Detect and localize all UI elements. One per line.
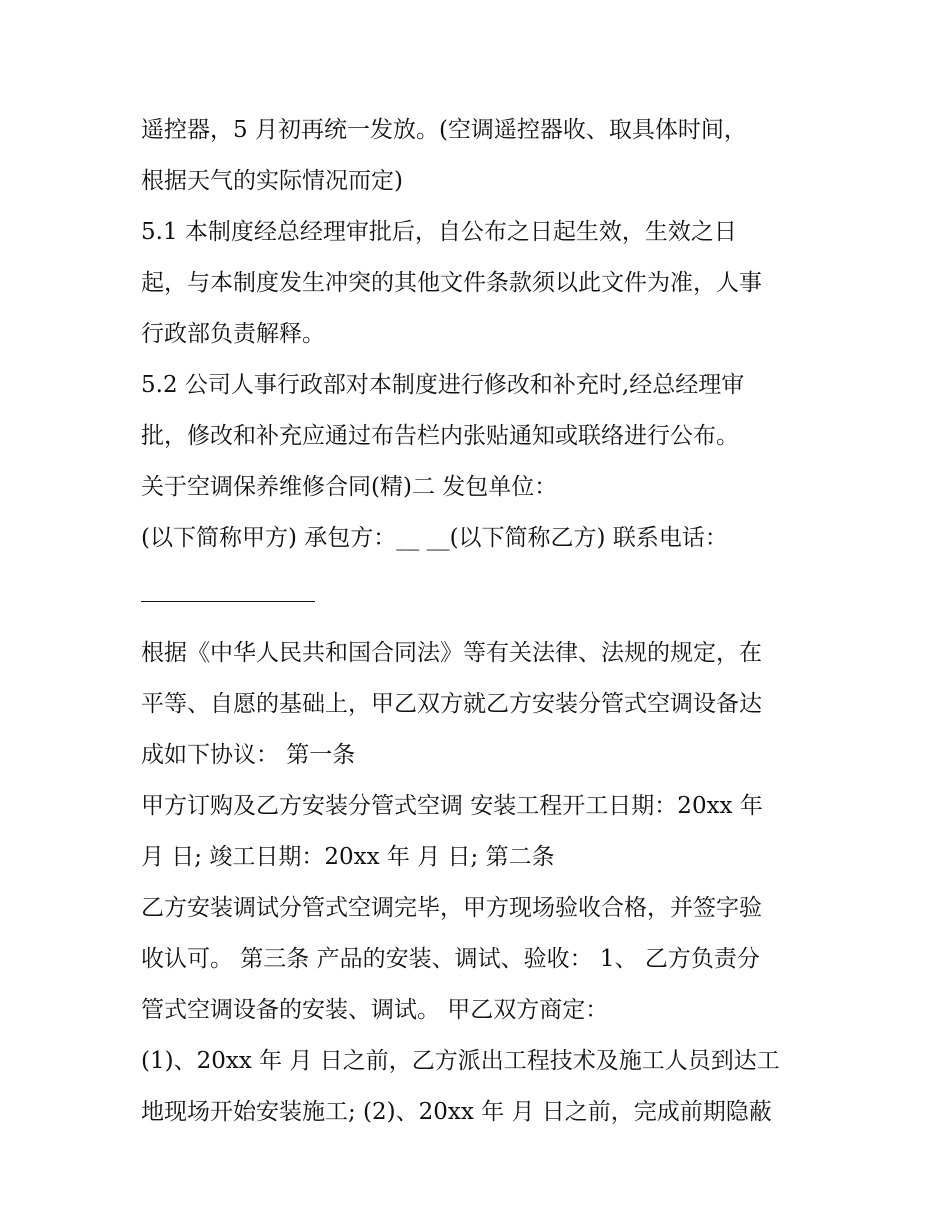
blank-underline	[141, 601, 315, 602]
text-line: 行政部负责解释。	[141, 321, 325, 347]
text-line: 批，修改和补充应通过布告栏内张贴通知或联络进行公布。	[141, 423, 739, 449]
text-line: 月 日; 竣工日期：20xx 年 月 日; 第二条	[141, 844, 555, 870]
text-line: 5.2 公司人事行政部对本制度进行修改和补充时,经总经理审	[141, 372, 745, 398]
text-line: 管式空调设备的安装、调试。 甲乙双方商定：	[141, 997, 609, 1023]
text-line: 成如下协议： 第一条	[141, 742, 356, 768]
fill-in-blank	[141, 564, 821, 620]
text-line: 平等、自愿的基础上，甲乙双方就乙方安装分管式空调设备达	[141, 691, 762, 717]
text-line: 关于空调保养维修合同(精)二 发包单位：	[141, 474, 558, 500]
text-line: (1)、20xx 年 月 日之前，乙方派出工程技术及施工人员到达工	[141, 1048, 780, 1074]
text-line: 地现场开始安装施工; (2)、20xx 年 月 日之前，完成前期隐蔽	[141, 1099, 772, 1125]
text-line: 根据《中华人民共和国合同法》等有关法律、法规的规定，在	[141, 640, 762, 666]
text-line: 根据天气的实际情况而定)	[141, 168, 403, 194]
text-line: 乙方安装调试分管式空调完毕，甲方现场验收合格，并签字验	[141, 895, 762, 921]
text-line: 甲方订购及乙方安装分管式空调 安装工程开工日期：20xx 年	[141, 793, 763, 819]
text-line: 5.1 本制度经总经理审批后，自公布之日起生效，生效之日	[141, 219, 737, 245]
spacer	[141, 620, 821, 628]
document-body	[141, 105, 821, 1138]
text-line: 遥控器，5 月初再统一发放。(空调遥控器收、取具体时间，	[141, 117, 747, 143]
text-line: 起，与本制度发生冲突的其他文件条款须以此文件为准，人事	[141, 270, 762, 296]
text-line: 收认可。 第三条 产品的安装、调试、验收： 1、 乙方负责分	[141, 946, 760, 972]
text-line: (以下简称甲方) 承包方：__ __(以下简称乙方) 联系电话：	[141, 525, 728, 551]
